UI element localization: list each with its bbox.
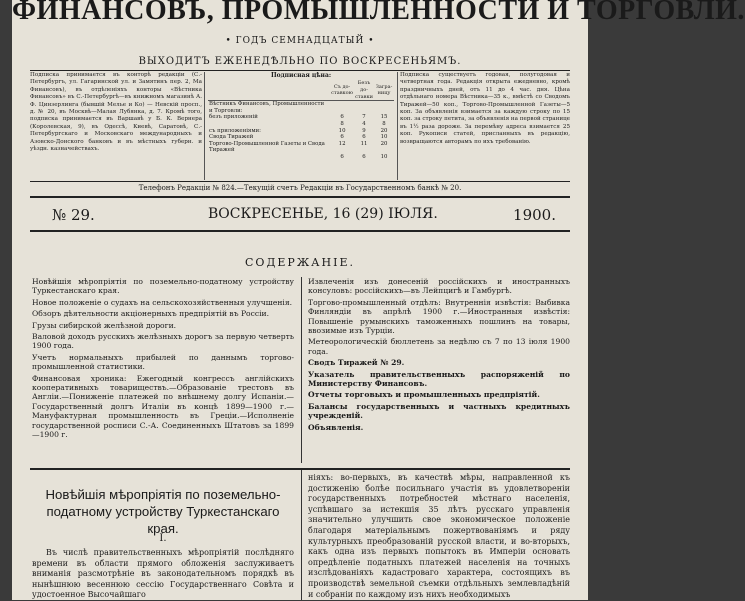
price-table-cell: 6	[340, 134, 344, 141]
header-rule	[30, 181, 570, 182]
price-table-header: Загра-ницу	[374, 80, 394, 100]
price-table-cell: 6	[362, 153, 366, 160]
price-table-cell	[208, 121, 330, 128]
contents-item: Новое положеніе о судахъ на сельскохозяйственныя улучшенія.	[32, 297, 293, 307]
contents-item: Указатель правительственныхъ распоряженій по Министерству Финансовъ.	[308, 369, 570, 389]
contents-item: Валовой доходъ русскихъ желѣзныхъ дорогъ за первую четверть 1900 года.	[32, 332, 294, 351]
price-table-cell: 7	[362, 114, 366, 121]
newspaper-page	[12, 0, 745, 600]
price-table-row	[208, 141, 394, 154]
info-divider	[397, 72, 398, 180]
contents-item: Обзоръ дѣятельности акціонерныхъ предпріятій въ Россіи.	[32, 309, 270, 319]
price-table-cell: 8	[382, 120, 386, 127]
price-table-cell: 6	[362, 134, 366, 141]
price-table-cell: 11	[360, 140, 368, 147]
price-table-cell: 10	[380, 153, 388, 160]
price-table-row	[208, 134, 394, 141]
price-table-cell: безъ приложеній	[209, 114, 258, 121]
price-table-cell: съ приложеніями:	[209, 127, 261, 134]
article-section-number: I.	[159, 533, 167, 544]
header-rule-top	[30, 70, 570, 71]
issue-rule-bottom	[30, 230, 570, 232]
contents-item: Грузы сибирской желѣзной дороги.	[32, 320, 177, 330]
contents-item: Финансовая хроника: Ежегодный конгрессъ англійскихъ кооперативныхъ товариществъ.—Образованіе трестовъ въ Англіи.—Пониженіе платежей по внѣшнему долгу Испаніи.—Государственный долгъ Италіи въ концѣ 1899—1900 г.—Мануфактурная промышленность въ Греціи.—Исполненіе государственной росписи С.-А. Соединенныхъ Штатовъ за 1899—1900 г.	[32, 373, 294, 440]
price-table-cell: 8	[340, 120, 344, 127]
contents-heading: СОДЕРЖАНІЕ.	[245, 256, 355, 269]
issue-bar	[30, 202, 570, 228]
price-table-cell	[374, 101, 394, 115]
price-table-header	[208, 80, 330, 100]
subscription-price-block	[208, 72, 394, 180]
weekly-line: ВЫХОДИТЪ ЕЖЕНЕДѢЛЬНО ПО ВОСКРЕСЕНЬЯМЪ.	[138, 56, 462, 67]
contents-item: Новѣйшія мѣропріятія по поземельно-податному устройству Туркестанскаго края.	[32, 277, 294, 296]
contents-item: Извлеченія изъ донесеній россійскихъ и иностранныхъ консуловъ: россійскихъ—въ Лейпцигѣ и Гамбургѣ.	[308, 277, 570, 296]
article-text-right: ніяхъ: во-первыхъ, въ качествѣ мѣры, направленной къ достиженію болѣе посильнаго участія въ удовлетвореніи государственныхъ потребностей мѣстнаго населенія, успѣвшаго за истекшія 35 лѣтъ русскаго управленія значительно улучшить свое экономическое положеніе благодаря матеріальнымъ пожертвованіямъ и ряду культурныхъ преобразованій русской власти, и во-вторыхъ, какъ одна изъ первыхъ попытокъ въ Имперіи основать опредѣленіе податныхъ платежей населенія на точныхъ изслѣдованіяхъ кадастроваго характера, состоящихъ въ производствѣ земельной съемки отдѣльныхъ землевладѣній и собраніи по каждому изъ нихъ необходимыхъ	[308, 473, 570, 599]
price-table-cell	[354, 101, 374, 115]
contents-item: Отчеты торговыхъ и промышленныхъ предпріятій.	[308, 390, 540, 400]
info-divider	[204, 72, 205, 180]
contents-item: Балансы государственныхъ и частныхъ кредитныхъ учрежденій.	[308, 401, 570, 421]
price-table-cell: 6	[340, 114, 344, 121]
price-table-cell: 9	[362, 127, 366, 134]
price-table-row	[208, 114, 394, 121]
price-table-header: Съ до-ставкою	[330, 80, 354, 100]
contents-right-column	[308, 277, 570, 434]
price-table-cell	[208, 154, 330, 161]
issue-year: 1900.	[513, 206, 556, 224]
price-table-cell: 20	[380, 140, 388, 147]
issue-rule-top	[30, 196, 570, 198]
issue-date: ВОСКРЕСЕНЬЕ, 16 (29) ІЮЛЯ.	[208, 206, 438, 222]
subscription-info-right: Подписка существуетъ годовая, полугодовая и четвертная года. Редакція открыта ежедневно, кромѣ праздничныхъ дней, отъ 11 до 4 час. дня. Цѣна отдѣльнаго номера Вѣстника—35 к., вмѣстѣ со Сводомъ Тиражей—50 коп., Торгово-Промышленной Газеты—5 коп. За объявленія взимается за каждую строку по 15 коп. за строку петита, за объявленія на первой странице въ 1½ раза дороже. За перемѣну адреса взимается 25 коп. Рукописи статей, присланныхъ въ редакцію, возвращаются авторамъ по ихъ требованію.	[400, 72, 570, 145]
price-table-row	[208, 128, 394, 135]
masthead-title: ФИНАНСОВЪ, ПРОМЫШЛЕННОСТИ И ТОРГОВЛИ.	[12, 0, 745, 26]
price-table-cell: 4	[362, 120, 366, 127]
price-table-row	[208, 121, 394, 128]
contents-left-column	[32, 277, 294, 442]
price-table-row	[208, 154, 394, 161]
issue-number: № 29.	[52, 206, 95, 224]
contents-item: Метеорологическій бюллетень за недѣлю съ 7 по 13 іюля 1900 года.	[308, 337, 570, 356]
price-table-cell: 20	[380, 127, 388, 134]
price-table-cell	[330, 101, 354, 115]
price-table-cell: Свода Тиражей	[209, 134, 254, 141]
price-table	[208, 80, 394, 160]
contents-item: Объявленія.	[308, 422, 364, 432]
price-table-cell: 12	[338, 140, 346, 147]
article-divider	[301, 470, 302, 600]
phone-line: Телефонъ Редакціи № 824.—Текущій счетъ Редакціи въ Государственномъ банкѣ № 20.	[138, 184, 462, 192]
price-table-row	[208, 101, 394, 115]
price-table-cell: 6	[340, 153, 344, 160]
price-title: Подписная цѣна:	[270, 72, 332, 79]
price-table-header: Безъ до-ставки	[355, 80, 373, 100]
subscription-info-left: Подписка принимается въ конторѣ редакціи (С.-Петербургъ, ул. Гагаринской ул. и Замятинъ пер. 2, Ма Финансовъ), въ отдѣленіяхъ конторы «Вѣстника Финансовъ» въ С.-Петербургѣ—въ книжномъ магазинѣ А. Ф. Цинзерлинга (бывшій Мелье и Ко) — Невскій просп., д. № 20, въ Москвѣ—Малая Лубянка, д. 7. Кромѣ того, подписка принимается въ Варшавѣ у Б. К. Вернера (Королевская, 9), въ Одессѣ, Киевѣ, Саратовѣ, С.-Петербургскаго и Московскаго международныхъ и Азовско-Донского банковъ и въ мѣстныхъ губерн. и уѣздн. казначействахъ.	[30, 72, 202, 153]
price-table-cell: Вѣстникъ Финансовъ, Промышленности и Торговли:	[209, 101, 325, 114]
contents-item: Учетъ нормальныхъ прибылей по даннымъ торгово-промышленной статистики.	[32, 352, 294, 372]
article-title: Новѣйшія мѣропріятія по поземельно-податному устройству Туркестанскаго края.	[45, 487, 281, 536]
article-text-left	[32, 548, 294, 601]
price-table-cell: Торгово-Промышленной Газеты и Свода Тиражей	[209, 140, 325, 154]
article-rule	[30, 468, 570, 470]
price-table-cell: 10	[338, 127, 346, 134]
article-paragraph: Въ числѣ правительственныхъ мѣропріятій послѣдняго времени въ области прямого обложенія заслуживаетъ вниманія разсмотрѣніе въ законодательномъ порядкѣ въ нынѣшнюю весеннюю сессію Государственнаго Совѣта и удостоенное Высочайшаго	[32, 548, 294, 600]
contents-item: Торгово-промышленный отдѣлъ: Внутреннія извѣстія: Выбивка Финляндіи въ апрѣлѣ 1900 г.—Иностранныя извѣстія: Повышеніе румынскихъ таможенныхъ пошлинъ на товары, ввозимые изъ Турціи.	[308, 297, 570, 336]
price-table-cell: 15	[380, 114, 388, 121]
contents-item: Сводъ Тиражей № 29.	[308, 358, 405, 368]
contents-divider	[301, 277, 302, 463]
year-line: • ГОДЪ СЕМНАДЦАТЫЙ •	[225, 36, 375, 46]
price-table-cell: 10	[380, 134, 388, 141]
